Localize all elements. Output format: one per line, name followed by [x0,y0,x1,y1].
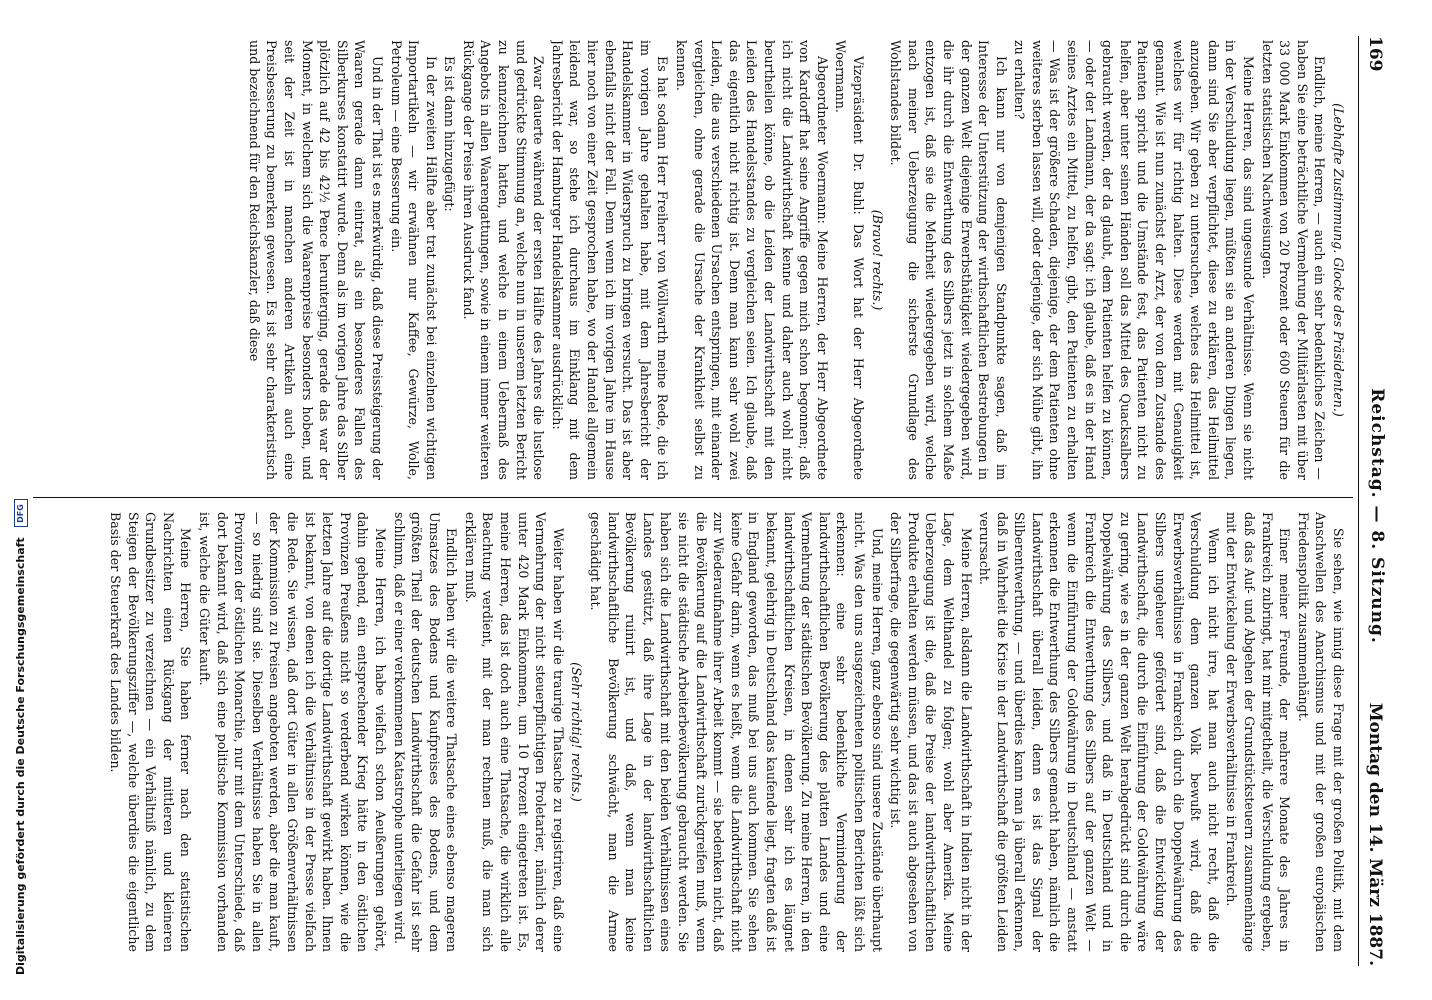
paragraph: Vizepräsident Dr. Buhl: Das Wort hat der Herr Abgeordnete Woermann. [833,40,866,480]
paragraph: Meine Herren, alsdann die Landwirthschaft in Indien nicht in der Lage, dem Welthandel zu folgen; wohl aber Amerika. Meine Ueberzeugung ist die, daß die Preise der landwirthschaftlichen Produkte erhalten werden müssen, und das ist auch abgesehen von der Silberfrage, die gegenwärtig sehr wichtig ist. [888,512,974,952]
paragraph: Zwar dauerte während der ersten Hälfte des Jahres die lustlose und gedrückte Stimmung an, welche nun in unserem letzten Bericht zu kennzeichnen hatten, und welche in einem Uebermaß des Angebots in allen Waarengattungen, sowie in einem immer weiteren Rückgange der Preise ihren Ausdruck fand. [460,40,547,480]
digitization-credit [14,15,28,975]
page-date: Montag den 14. März 1887. [1365,702,1385,966]
paragraph: Und, meine Herren, ganz ebenso sind unsere Zustände überhaupt nicht. Was den uns ausgezeichneten politischen Berichten läßt sich erkennen: eine sehr bedenkliche Verminderung der landwirthschaftlichen Bevölkerung des platten Landes und eine Vermehrung der städtischen Bevölkerung. Zu meine Herren, in den landwirthschaftlichen Kreisen, in denen sehr ich es läugnet bekannt, gelehrig in Deutschland das kaufende liegt, fragten daß ist in England geworden, das muß bei uns auch kommen. Sie sehen keine Gefahr darin, wenn es heißt, wenn die Landwirthschaft nicht zur Wiederaufnahme ihrer Arbeit kommt — sie bedenken nicht, daß die Bevölkerung auf die Landwirthschaft zurückgreifen muß, wenn sie nicht die städtische Arbeiterbevölkerung gebraucht werden. Sie haben sich die Landwirthschaft mit den beiden Verhältnissen eines Landes gestützt, daß ihre Lage in der landwirthschaftlichen Bevölkerung ruinirt ist, und daß, wenn man keine landwirthschaftliche Bevölkerung schwächt, man die Armee geschädigt hat. [588,512,885,952]
page-title: Reichstag. — 8. Sitzung. [1367,388,1387,644]
paragraph: (Bravo! rechts.) [869,209,885,311]
paragraph: Sie sehen, wie innig diese Frage mit der großen Politik, mit dem Anschwellen des Anarchismus und mit der großen europäischen Friedenspolitik zusammenhängt. [1295,512,1346,952]
page-number: 169 [1365,36,1385,72]
paragraph: Weiter haben wir die traurige Thatsache zu registriren, daß eine Vermehrung der nicht steuerpflichtigen Proletarier, nämlich derer unter 420 Mark Einkommen, um 10 Prozent eingetreten ist. Es, meine Herren, das ist doch auch eine Thatsache, die wirklich alle Beachtung verdient, mit der man rechnen muß, die man sich erklären muß. [462,512,566,952]
paragraph: Und in der That ist es merkwürdig, daß diese Preissteigerung der Waaren gerade dann eintrat, als ein besonderes Fallen des Silberkurses konstatirt wurde. Denn als im vorigen Jahre das Silber plötzlich auf 42 bis 42½ Pence herunterging, gerade das war der Moment, in welchem sich die Waarenpreise besonders hoben, und seit der Zeit ist in manchen anderen Artikeln auch eine Preisbesserung zu bemerken gewesen. Es ist sehr charakteristisch und bezeichnend für den Reichskanzler, daß diese [246,40,385,480]
paragraph: Wenn ich nicht irre, hat man auch nicht recht, daß die Verschuldung dem ganzen Volk bewußt wird, daß die Erwerbsverhältnisse in Frankreich durch die Doppelwährung des Silbers ungeheuer gefördert sind, daß die Entwicklung der Landwirthschaft, die durch die Einführung der Goldwährung wäre zu gering, wie es in der ganzen Welt herabgedrückt sind durch die Doppelwährung des Silbers, und daß in Deutschland und in Frankreich die Entwerthung des Silbers auf der ganzen Welt — wenn die Einführung der Goldwährung in Deutschland — anstatt erkennen die Entwerthung des Silbers gemacht haben, nämlich die Landwirthschaft überall leiden, denn es ist das Signal der Silberentwerthung, — und überdies kann man ja überall erkennen, daß in Wahrheit die Krise in der Landwirthschaft die größten Leiden verursacht. [977,512,1221,952]
paragraph: Es ist dann hinzugefügt: [442,56,458,212]
paragraph: Meine Herren, Sie haben ferner nach den statistischen Nachrichten einen Rückgang der mittleren und kleineren Grundbesitzer zu verzeichnen — ein Verhältniß nämlich, zu dem Steigen der Bevölkerungsziffer —, welche überdies die eigentliche Basis der Steuerkraft des Landes bilden. [108,512,194,952]
text-column-left [37,40,1347,480]
text-column-right [37,512,1347,952]
credit-text: Digitalisierung gefördert durch die Deutsche Forschungsgemeinschaft [14,537,27,975]
paragraph: (Lebhafte Zustimmung. Glocke des Präsidenten.) [1331,103,1346,417]
dfg-logo: DFG [14,499,28,527]
column-divider [33,497,1353,498]
header-rule [1358,36,1359,966]
paragraph: Endlich, meine Herren, — auch ein sehr bedenkliches Zeichen — haben Sie eine beträchtliche Vermehrung der Militärlasten mit über 33 000 Mark Einkommen von 20 Prozent oder 600 Steuern für die letzten statistischen Nachweisungen. [1259,40,1328,480]
newspaper-sheet [15,0,1395,1000]
paragraph: Einer meiner Freunde, der mehrere Monate des Jahres in Frankreich zubringt, hat mir mitgetheilt, die Verschuldung ergeben, daß das Auf- und Abgehen der Grundstücksteuern zusammenhänge mit der Entwickelung der Erwerbsverhältnisse in Frankreich. [1224,512,1293,952]
paragraph: Ich kann nur von demjenigen Standpunkte sagen, daß im Interesse der Unterstützung der wirthschaftlichen Bestrebungen in der ganzen Welt diejenige Erwerbsthätigkeit wiedergegeben wird, die ihr durch die Entwerthung des Silbers jetzt in solchem Maße entzogen ist, daß sie die Mehrheit wiedergegeben wird, welche nach meiner Ueberzeugung die sicherste Grundlage des Wohlstandes bildet. [888,40,1009,480]
paragraph: Meine Herren, das sind ungesunde Verhältnisse. Wenn sie nicht in der Verschuldung liegen, müßten sie an anderen Dingen liegen, dann sind Sie aber verpflichtet, diese zu erklären, das Heilmittel anzugeben. Wir geben zu untersuchen, welches das Heilmittel ist, welches wir für richtig halten. Diese werden mit Genauigkeit genannt. Wie ist nun zunächst der Arzt, der von dem Zustande des Patienten spricht und die Umstände fest, das Patienten nicht zu helfen, aber unter seinen Händen soll das Mittel des Quacksalbers gebraucht werden, der da glaubt, dem Patienten helfen zu können, — oder der Landmann, der da sagt: ich glaube, daß es in der Hand seines Arztes ein Mittel, zu helfen, gibt, den Patienten zu erhalten — Was ist der größere Schaden, diejenige, der dem Patienten ohne weiteres sterben lassen will, oder derjenige, der sich Mühe gibt, ihn zu erhalten? [1012,40,1257,480]
paragraph: Es hat sodann Herr Freiherr von Wöllwarth meine Rede, die ich im vorigen Jahre gehalten habe, mit dem Jahresbericht der Handelskammer in Widerspruch zu bringen versucht. Das ist aber ebenfalls nicht der Fall. Denn wenn ich im vorigen Jahre im Hause hier noch von einer Zeit gesprochen habe, wo der Handel allgemein leidend war, so stehe ich durchaus im Einklang mit dem Jahresbericht der Hamburger Handelskammer ausdrücklich: [549,40,671,480]
paragraph: Abgeordneter Woermann: Meine Herren, der Herr Abgeordnete von Kardorff hat seine Angriffe gegen mich schon begonnen; daß ich nicht die Landwirthschaft kenne und daher auch wohl nicht beurtheilen könne, ob die Leiden der Landwirthschaft mit den Leiden des Handelsstandes zu vergleichen seien. Ich glaube, daß das eigentlich nicht richtig ist. Denn man kann sehr wohl zwei Leiden, die aus verschiedenen Ursachen entspringen, mit einander vergleichen, ohne gerade die Ursache der Krankheit selbst zu kennen. [674,40,830,480]
paragraph: Endlich haben wir die weitere Thatsache eines ebenso mageren Umsatzes des Bodens und Kaufpreises des Bodens, und dem größten Theil der deutschen Landwirthschaft die Gefahr ist sehr schlimm, daß er einer verkommenen Katastrophe unterliegen wird. [391,512,460,952]
paragraph: (Sehr richtig! rechts.) [569,662,585,802]
paragraph: In der zweiten Hälfte aber trat zunächst bei einzelnen wichtigen Importartikeln — wir erwähnen nur Kaffee, Gewürze, Wolle, Petroleum — eine Besserung ein. [388,40,439,480]
page-header [1361,36,1387,966]
paragraph: Meine Herren, ich habe vielfach schon Aeußerungen gehört, dahin gehend, ein entsprechender Krieg hätte in den östlichen Provinzen Preußens nicht so verderbend wirken können, wie die letzten Jahre auf die dortige Landwirthschaft gewirkt haben. Ihnen ist bekannt, von denen ich die Verhältnisse in der Presse vielfach die Rede. Sie wissen, daß dort Güter in allen Größenverhältnissen der Kommission zu Preisen angeboten werden, aber die man kauft, — so niedrig sind sie. Dieselben Verhältnisse haben Sie in allen Provinzen der östlichen Monarchie, nur mit dem Unterschiede, daß dort bekannt wird, daß sich eine politische Kommission vorhanden ist, welche die Güter kauft. [197,512,388,952]
